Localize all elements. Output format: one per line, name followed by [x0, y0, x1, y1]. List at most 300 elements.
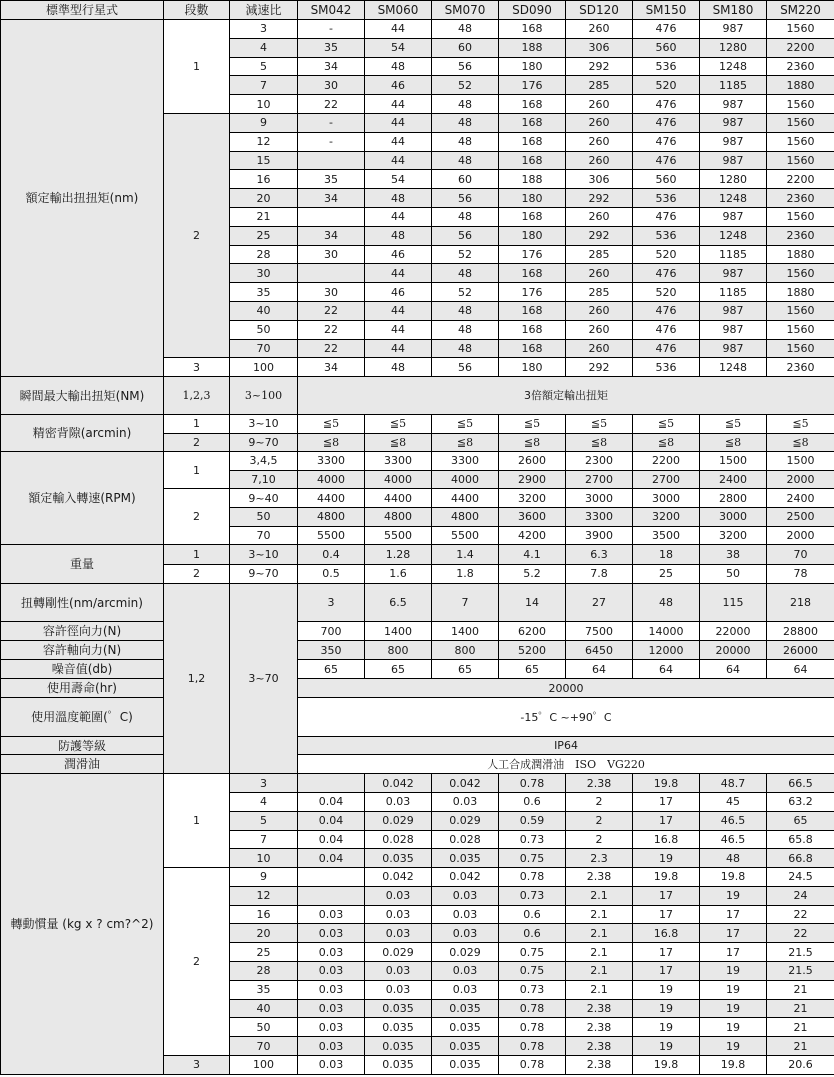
ratio-cell: 9~70	[230, 564, 298, 584]
value-cell: 476	[633, 264, 700, 283]
value-cell: 5500	[365, 526, 432, 545]
value-cell: 1560	[767, 320, 834, 339]
value-cell: 4400	[432, 489, 499, 508]
value-cell: 30	[298, 245, 365, 264]
ratio-cell: 100	[230, 1056, 298, 1075]
protection-value: IP64	[298, 737, 834, 755]
value-cell: 3300	[432, 452, 499, 471]
value-cell: 1560	[767, 95, 834, 114]
value-cell: 1880	[767, 76, 834, 95]
value-cell: 0.035	[432, 1037, 499, 1056]
ratio-cell: 25	[230, 226, 298, 245]
value-cell: 78	[767, 564, 834, 584]
temp-value: -15゜C ~+90゜C	[298, 698, 834, 737]
value-cell: 285	[566, 283, 633, 302]
value-cell: 48	[365, 189, 432, 208]
column-header: SM042	[298, 1, 365, 20]
value-cell: 65	[365, 660, 432, 679]
rated-torque-label: 額定輸出扭扭矩(nm)	[1, 20, 164, 377]
value-cell: 260	[566, 20, 633, 39]
ratio-cell: 7,10	[230, 470, 298, 489]
value-cell: 188	[499, 38, 566, 57]
value-cell: 2	[566, 811, 633, 830]
value-cell: 21.5	[767, 962, 834, 981]
value-cell: 7500	[566, 622, 633, 641]
value-cell: ≦8	[566, 433, 633, 452]
value-cell: 2200	[767, 170, 834, 189]
value-cell: 476	[633, 95, 700, 114]
value-cell: 0.035	[432, 849, 499, 868]
value-cell: 285	[566, 245, 633, 264]
value-cell: 35	[298, 38, 365, 57]
value-cell: ≦5	[767, 415, 834, 434]
value-cell: 16.8	[633, 924, 700, 943]
value-cell: 0.78	[499, 999, 566, 1018]
inertia-label: 轉動慣量 (kg x ? cm?^2)	[1, 774, 164, 1075]
value-cell: 0.78	[499, 868, 566, 887]
peak-torque-label: 瞬間最大輸出扭矩(NM)	[1, 377, 164, 415]
temp-row	[1, 698, 834, 737]
value-cell: 0.78	[499, 1018, 566, 1037]
value-cell: 0.035	[432, 999, 499, 1018]
value-cell: 2.1	[566, 943, 633, 962]
value-cell: 21	[767, 980, 834, 999]
ratio-cell: 7	[230, 830, 298, 849]
value-cell: 2.1	[566, 886, 633, 905]
value-cell: 0.6	[499, 905, 566, 924]
value-cell: 176	[499, 76, 566, 95]
value-cell: 6.5	[365, 584, 432, 622]
value-cell: 17	[633, 811, 700, 830]
value-cell: 1500	[767, 452, 834, 471]
ratio-cell: 50	[230, 320, 298, 339]
value-cell: ≦5	[633, 415, 700, 434]
value-cell: 560	[633, 170, 700, 189]
value-cell: 4000	[298, 470, 365, 489]
value-cell: 46.5	[700, 811, 767, 830]
value-cell: 2.38	[566, 868, 633, 887]
value-cell: 1280	[700, 170, 767, 189]
ratio-cell: 35	[230, 283, 298, 302]
stiffness-row	[1, 584, 834, 622]
value-cell: 0.03	[432, 924, 499, 943]
value-cell: 1248	[700, 226, 767, 245]
value-cell: 65.8	[767, 830, 834, 849]
peak-torque-value: 3倍額定輸出扭矩	[298, 377, 834, 415]
value-cell: 188	[499, 170, 566, 189]
value-cell: 0.028	[432, 830, 499, 849]
value-cell: 48	[432, 339, 499, 358]
value-cell: 22	[298, 339, 365, 358]
value-cell: 44	[365, 320, 432, 339]
ratio-cell: 12	[230, 132, 298, 151]
stage-cell: 1	[164, 545, 230, 565]
value-cell: 180	[499, 358, 566, 377]
value-cell: 180	[499, 226, 566, 245]
value-cell: 48	[432, 113, 499, 132]
value-cell: 48	[432, 207, 499, 226]
value-cell: 44	[365, 132, 432, 151]
value-cell: 800	[432, 641, 499, 660]
value-cell: 292	[566, 226, 633, 245]
value-cell: 0.035	[365, 1056, 432, 1075]
value-cell: 0.035	[365, 849, 432, 868]
value-cell: 700	[298, 622, 365, 641]
input-speed-label: 額定輸入轉速(RPM)	[1, 452, 164, 545]
value-cell: 1.8	[432, 564, 499, 584]
value-cell: 44	[365, 264, 432, 283]
value-cell: 46	[365, 245, 432, 264]
value-cell: 520	[633, 283, 700, 302]
value-cell: 19	[700, 1037, 767, 1056]
value-cell: 1560	[767, 151, 834, 170]
value-cell: 0.03	[298, 924, 365, 943]
value-cell: 0.029	[432, 943, 499, 962]
value-cell: 2.1	[566, 905, 633, 924]
value-cell: ≦8	[298, 433, 365, 452]
stiffness-label: 扭轉剛性(nm/arcmin)	[1, 584, 164, 622]
value-cell: 0.6	[499, 924, 566, 943]
value-cell: -	[298, 113, 365, 132]
value-cell: 48	[365, 226, 432, 245]
value-cell: 3000	[633, 489, 700, 508]
value-cell: 0.03	[298, 999, 365, 1018]
value-cell: 0.73	[499, 830, 566, 849]
life-row	[1, 679, 834, 698]
value-cell: 1560	[767, 132, 834, 151]
value-cell: 0.04	[298, 811, 365, 830]
value-cell: 0.03	[298, 1037, 365, 1056]
value-cell: 44	[365, 95, 432, 114]
value-cell: 56	[432, 226, 499, 245]
value-cell: 66.5	[767, 774, 834, 793]
value-cell: 45	[700, 792, 767, 811]
noise-row	[1, 660, 834, 679]
value-cell: 22	[298, 320, 365, 339]
value-cell: 476	[633, 20, 700, 39]
value-cell: 25	[633, 564, 700, 584]
value-cell: 476	[633, 339, 700, 358]
value-cell: 19	[700, 962, 767, 981]
value-cell: 536	[633, 358, 700, 377]
value-cell: 0.78	[499, 774, 566, 793]
inertia-row	[1, 774, 834, 793]
value-cell: 0.03	[365, 962, 432, 981]
value-cell: 66.8	[767, 849, 834, 868]
value-cell: 0.03	[298, 943, 365, 962]
ratio-cell: 40	[230, 301, 298, 320]
value-cell: 180	[499, 189, 566, 208]
value-cell: 2200	[767, 38, 834, 57]
value-cell: 0.03	[432, 962, 499, 981]
column-header: 減速比	[230, 1, 298, 20]
value-cell: 1.6	[365, 564, 432, 584]
value-cell: 536	[633, 226, 700, 245]
ratio-cell: 50	[230, 507, 298, 526]
value-cell: 1880	[767, 283, 834, 302]
value-cell: 0.029	[365, 811, 432, 830]
value-cell: 180	[499, 57, 566, 76]
value-cell: 476	[633, 132, 700, 151]
value-cell: 168	[499, 113, 566, 132]
value-cell: 19	[633, 980, 700, 999]
value-cell: 48	[700, 849, 767, 868]
value-cell: 2.38	[566, 774, 633, 793]
value-cell: 476	[633, 113, 700, 132]
value-cell: 17	[700, 905, 767, 924]
value-cell: 52	[432, 76, 499, 95]
value-cell: 168	[499, 132, 566, 151]
ratio-cell: 4	[230, 38, 298, 57]
value-cell: 476	[633, 207, 700, 226]
value-cell: 800	[365, 641, 432, 660]
ratio-cell: 9	[230, 868, 298, 887]
value-cell: 2.38	[566, 1056, 633, 1075]
value-cell: 34	[298, 226, 365, 245]
column-header: SM180	[700, 1, 767, 20]
value-cell: 3000	[566, 489, 633, 508]
value-cell: 50	[700, 564, 767, 584]
value-cell: 1248	[700, 189, 767, 208]
value-cell: 48.7	[700, 774, 767, 793]
value-cell: 14000	[633, 622, 700, 641]
value-cell: 3900	[566, 526, 633, 545]
ratio-cell: 3	[230, 20, 298, 39]
value-cell: 22	[767, 905, 834, 924]
value-cell	[298, 886, 365, 905]
value-cell: 56	[432, 189, 499, 208]
value-cell: 1560	[767, 339, 834, 358]
value-cell: 48	[365, 358, 432, 377]
value-cell: ≦8	[432, 433, 499, 452]
value-cell: 7	[432, 584, 499, 622]
value-cell: 24.5	[767, 868, 834, 887]
value-cell: 0.04	[298, 792, 365, 811]
value-cell: 0.03	[365, 980, 432, 999]
value-cell: 987	[700, 151, 767, 170]
ratio-cell: 9~40	[230, 489, 298, 508]
stage-cell: 1	[164, 20, 230, 114]
value-cell: 560	[633, 38, 700, 57]
value-cell: 0.03	[298, 962, 365, 981]
value-cell: 19	[700, 886, 767, 905]
value-cell: 4400	[365, 489, 432, 508]
value-cell: 44	[365, 113, 432, 132]
value-cell: 520	[633, 76, 700, 95]
value-cell: 30	[298, 76, 365, 95]
value-cell: 17	[633, 792, 700, 811]
value-cell: 168	[499, 320, 566, 339]
value-cell: 4200	[499, 526, 566, 545]
value-cell: 0.035	[365, 999, 432, 1018]
value-cell: 60	[432, 38, 499, 57]
value-cell: 54	[365, 38, 432, 57]
value-cell: 1500	[700, 452, 767, 471]
value-cell: 0.03	[432, 886, 499, 905]
value-cell: -	[298, 20, 365, 39]
stage-cell: 1	[164, 415, 230, 434]
ratio-cell: 3~10	[230, 545, 298, 565]
column-header: SM220	[767, 1, 834, 20]
value-cell: 2700	[633, 470, 700, 489]
ratio-cell: 16	[230, 170, 298, 189]
value-cell: 168	[499, 264, 566, 283]
value-cell: 292	[566, 57, 633, 76]
value-cell: 0.73	[499, 980, 566, 999]
value-cell: 2600	[499, 452, 566, 471]
value-cell: 19	[633, 999, 700, 1018]
column-header: SM070	[432, 1, 499, 20]
value-cell: 1560	[767, 113, 834, 132]
value-cell: 24	[767, 886, 834, 905]
value-cell: ≦8	[633, 433, 700, 452]
value-cell: 5500	[298, 526, 365, 545]
value-cell: 168	[499, 301, 566, 320]
value-cell: 2400	[700, 470, 767, 489]
value-cell: 17	[633, 943, 700, 962]
value-cell: 1560	[767, 207, 834, 226]
value-cell: 48	[432, 264, 499, 283]
value-cell: ≦5	[365, 415, 432, 434]
lube-value: 人工合成潤滑油 ISO VG220	[298, 755, 834, 774]
value-cell: 2.1	[566, 980, 633, 999]
lube-label: 潤滑油	[1, 755, 164, 774]
value-cell: 2	[566, 792, 633, 811]
value-cell: 3300	[298, 452, 365, 471]
value-cell: 48	[432, 20, 499, 39]
ratio-cell: 70	[230, 1037, 298, 1056]
value-cell: 20.6	[767, 1056, 834, 1075]
ratio-cell: 3~10	[230, 415, 298, 434]
value-cell: 176	[499, 245, 566, 264]
value-cell: 64	[633, 660, 700, 679]
value-cell: 17	[700, 924, 767, 943]
value-cell: 987	[700, 132, 767, 151]
value-cell: 65	[432, 660, 499, 679]
column-header: SM150	[633, 1, 700, 20]
value-cell: 0.035	[432, 1018, 499, 1037]
value-cell: 30	[298, 283, 365, 302]
value-cell: 987	[700, 320, 767, 339]
value-cell: 12000	[633, 641, 700, 660]
stage-cell: 2	[164, 564, 230, 584]
stage-cell: 2	[164, 489, 230, 545]
value-cell: 1185	[700, 76, 767, 95]
value-cell: 38	[700, 545, 767, 565]
ratio-cell: 5	[230, 811, 298, 830]
ratio-cell: 28	[230, 245, 298, 264]
value-cell: 21	[767, 999, 834, 1018]
value-cell: 0.029	[365, 943, 432, 962]
value-cell: 0.04	[298, 849, 365, 868]
value-cell: 2.38	[566, 1037, 633, 1056]
value-cell: 0.042	[365, 868, 432, 887]
value-cell: 44	[365, 301, 432, 320]
value-cell: 0.78	[499, 1037, 566, 1056]
value-cell: 17	[700, 943, 767, 962]
ratio-cell: 20	[230, 924, 298, 943]
ratio-cell: 4	[230, 792, 298, 811]
value-cell: 21	[767, 1018, 834, 1037]
value-cell: 52	[432, 283, 499, 302]
value-cell: 260	[566, 151, 633, 170]
ratio-cell: 12	[230, 886, 298, 905]
value-cell: 3300	[566, 507, 633, 526]
stage-cell: 1,2	[164, 584, 230, 774]
stage-cell: 1,2,3	[164, 377, 230, 415]
ratio-cell: 15	[230, 151, 298, 170]
value-cell	[298, 207, 365, 226]
column-header: SD120	[566, 1, 633, 20]
value-cell: ≦8	[767, 433, 834, 452]
value-cell: 260	[566, 113, 633, 132]
value-cell: 0.03	[298, 905, 365, 924]
value-cell: 0.75	[499, 962, 566, 981]
value-cell: 2.1	[566, 924, 633, 943]
value-cell: 306	[566, 38, 633, 57]
value-cell: 1248	[700, 57, 767, 76]
lube-row	[1, 755, 834, 774]
value-cell: 0.73	[499, 886, 566, 905]
value-cell: 22	[298, 95, 365, 114]
value-cell: 0.75	[499, 943, 566, 962]
value-cell: 44	[365, 207, 432, 226]
value-cell: 987	[700, 264, 767, 283]
value-cell: 4000	[365, 470, 432, 489]
value-cell: 0.04	[298, 830, 365, 849]
value-cell: 3	[298, 584, 365, 622]
value-cell: 0.78	[499, 1056, 566, 1075]
ratio-cell: 3,4,5	[230, 452, 298, 471]
value-cell: 65	[499, 660, 566, 679]
value-cell: 21	[767, 1037, 834, 1056]
stage-cell: 2	[164, 433, 230, 452]
ratio-cell: 35	[230, 980, 298, 999]
value-cell: 292	[566, 189, 633, 208]
value-cell: 48	[365, 57, 432, 76]
ratio-cell: 50	[230, 1018, 298, 1037]
backlash-row	[1, 415, 834, 434]
value-cell: 476	[633, 301, 700, 320]
value-cell: 0.03	[365, 905, 432, 924]
value-cell: 2360	[767, 226, 834, 245]
value-cell: 19.8	[633, 1056, 700, 1075]
value-cell: 3600	[499, 507, 566, 526]
value-cell: 260	[566, 264, 633, 283]
value-cell: 3200	[700, 526, 767, 545]
axial-label: 容許軸向力(N)	[1, 641, 164, 660]
value-cell: 0.042	[432, 774, 499, 793]
value-cell: 19.8	[633, 868, 700, 887]
value-cell: ≦5	[298, 415, 365, 434]
value-cell: 3500	[633, 526, 700, 545]
value-cell: 56	[432, 358, 499, 377]
value-cell: 0.042	[432, 868, 499, 887]
value-cell: 5500	[432, 526, 499, 545]
value-cell: 987	[700, 20, 767, 39]
value-cell: 44	[365, 339, 432, 358]
value-cell: 0.5	[298, 564, 365, 584]
value-cell	[298, 774, 365, 793]
value-cell: 1880	[767, 245, 834, 264]
protection-label: 防護等級	[1, 737, 164, 755]
value-cell: 168	[499, 151, 566, 170]
value-cell: 0.59	[499, 811, 566, 830]
value-cell: 3200	[633, 507, 700, 526]
value-cell: 115	[700, 584, 767, 622]
value-cell: 60	[432, 170, 499, 189]
value-cell: ≦8	[700, 433, 767, 452]
